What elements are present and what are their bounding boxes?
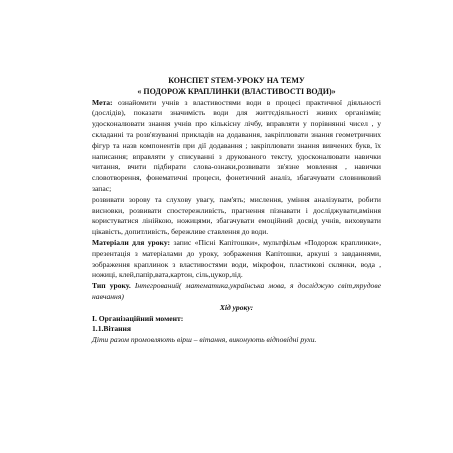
goal-paragraph	[92, 98, 381, 195]
document-body	[92, 76, 381, 346]
section-organizational-moment: І. Організаційний момент:	[92, 313, 184, 323]
greeting-instruction: Діти разом промовляють вірш – вітання, виконують відповідні рухи.	[92, 335, 317, 345]
goal-paragraph-continued: розвивати зорову та слухову увагу, пам'ять; мислення, уміння аналізувати, робити висновки, розвивати спостережливість, прагнення пізнавати і досліджувати,вміння користуватися лінійкою, ножицями, збагачувати емоційний досвід учнів, виховувати цікавість, допитливість, бережливе ставлення до води.	[92, 194, 381, 237]
lesson-type-label: Тип уроку.	[92, 281, 131, 291]
document-title-line-2: « ПОДОРОЖ КРАПЛИНКИ (ВЛАСТИВОСТІ ВОДИ)»	[137, 86, 336, 96]
materials-paragraph	[92, 238, 381, 281]
materials-label: Матеріали для уроку:	[92, 237, 171, 247]
goal-text: ознайомити учнів з властивостями води в процесі практичної діяльності (дослідів), показати значимість води для життєдіяльності живих організмів; удосконалювати знання учнів про кількісну лічбу, вправляти у порівнянні чисел , у складанні та розв'язуванні прикладів на додавання, закріплювати знання геометричних фігур та назв компонентів при дії додавання ; закріплювати знання вивчених букв, їх написання; вправляти у списуванні з друкованого тексту, удосконалювати навички читання, вчити підбирати слова-ознаки,розвивати зв'язне мовлення , навички словотворення, фонематичні процеси, фонетичний аналіз, збагачувати словниковий запас;	[92, 97, 381, 193]
lesson-type-text: Інтегрований( математика,українська мова, я досліджую світ,трудове навчання)	[92, 281, 382, 301]
lesson-progress-heading: Хід уроку:	[219, 302, 254, 312]
document-title-line-1: КОНСПЕТ STEM-УРОКУ НА ТЕМУ	[168, 76, 305, 85]
goal-label: Мета:	[92, 97, 113, 107]
materials-text: запис «Пісні Капітошки», мультфільм «Подорож краплинки», презентація з матеріалами до уроку, зображення Капітошки, аркуші з завданнями, зображення краплинок з властивостями води, мікрофон, пластикові склянки, вода , ножиці, клей,папір,вата,картон, сіль,цукор,лід.	[92, 237, 381, 280]
subsection-greeting: 1.1.Вітання	[92, 324, 132, 334]
lesson-type-paragraph	[92, 281, 381, 303]
